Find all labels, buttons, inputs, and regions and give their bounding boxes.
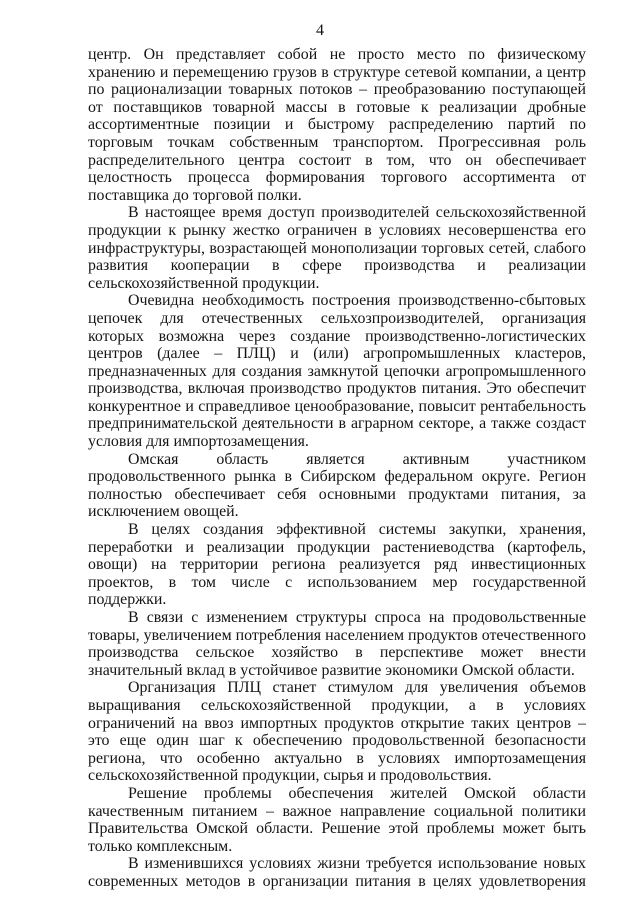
page-number: 4: [316, 22, 324, 39]
paragraph-production-chains: Очевидна необходимость построения производственно-сбытовых цепочек для отечественных сельхозпроизводителей, организация которых возможна через создание производственно-логистических центров (далее – ПЛЦ) и (или) агропромышленных кластеров, предназначенных для создания замкнутой цепочки агропромышленного производства, включая производство продуктов питания. Это обеспечит конкурентное и справедливое ценообразование, повысит рентабельность предпринимательской деятельности в аграрном секторе, а также создаст условия для импортозамещения.: [88, 292, 586, 451]
paragraph-plc-organization: Организация ПЛЦ станет стимулом для увеличения объемов выращивания сельскохозяйственной продукции, а в условиях ограничений на ввоз импортных продуктов открытие таких центров – это еще один шаг к обеспечению продовольственной безопасности региона, что особенно актуально в условиях импортозамещения сельскохозяйственной продукции, сырья и продовольствия.: [88, 679, 586, 785]
paragraph-distribution-center: центр. Он представляет собой не просто место по физическому хранению и перемещению грузов в структуре сетевой компании, а центр по рационализации товарных потоков – преобразованию поступающей от поставщиков товарной массы в готовые к реализации дробные ассортиментные позиции и быстрому распределению партий по торговым точкам собственным транспортом. Прогрессивная роль распределительного центра состоит в том, что он обеспечивает целостность процесса формирования торгового ассортимента от поставщика до торговой полки.: [88, 46, 586, 204]
paragraph-market-access: В настоящее время доступ производителей сельскохозяйственной продукции к рынку жестко ограничен в условиях несовершенства его инфраструктуры, возрастающей монополизации торговых сетей, слабого развития кооперации в сфере производства и реализации сельскохозяйственной продукции.: [88, 204, 586, 292]
paragraph-omsk-food-market: Омская область является активным участником продовольственного рынка в Сибирском федеральном округе. Регион полностью обеспечивает себя основными продуктами питания, за исключением овощей.: [88, 450, 586, 521]
paragraph-investment-projects: В целях создания эффективной системы закупки, хранения, переработки и реализации продукции растениеводства (картофель, овощи) на территории региона реализуется ряд инвестиционных проектов, в том числе с использованием мер государственной поддержки.: [88, 521, 586, 609]
document-body: [88, 46, 586, 891]
paragraph-quality-nutrition: Решение проблемы обеспечения жителей Омской области качественным питанием – важное направление социальной политики Правительства Омской области. Решение этой проблемы может быть только комплексным.: [88, 784, 586, 855]
paragraph-new-methods: В изменившихся условиях жизни требуется использование новых современных методов в организации питания в целях удовлетворения: [88, 855, 586, 890]
paragraph-demand-structure: В связи с изменением структуры спроса на продовольственные товары, увеличением потребления населением продуктов отечественного производства сельское хозяйство в перспективе может внести значительный вклад в устойчивое развитие экономики Омской области.: [88, 609, 586, 679]
